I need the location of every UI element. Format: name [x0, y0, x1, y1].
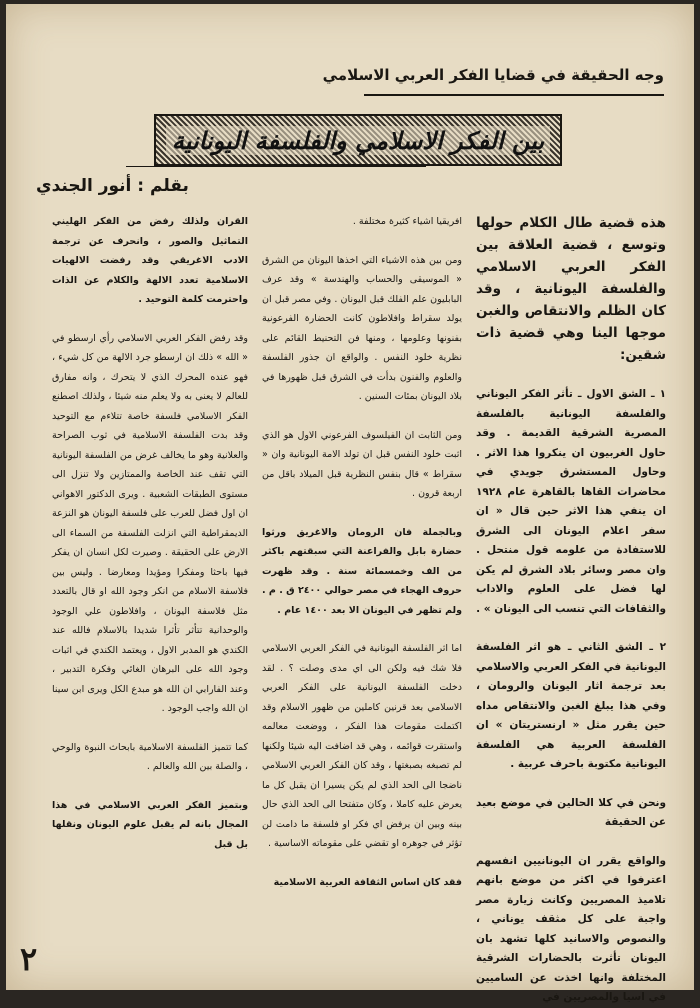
article-paragraph: ومن بين هذه الاشياء التي اخذها اليونان من الشرق « الموسيقى والحساب والهندسة » وقد عرف البابليون علم الفلك قبل اليونان . وفي مصر قبل ان يولد سقراط وافلاطون كانت الحضارة الفرعونية بفنونها وعلومها ، ومنها فن التحنيط القائم على نظرية خلود النفس . والواقع ان جذور الفلسفة والعلوم والفنون بدأت في الشرق قبل ظهورها في بلاد اليونان بمئات السنين .	[262, 254, 462, 402]
page-number: ٢	[20, 940, 38, 978]
article-paragraph: ومن الثابت ان الفيلسوف الفرعوني الاول هو الذي اثبت خلود النفس قبل ان تولد الامة اليونانية وان « سقراط » قال بنفس النظرية قبل الميلاد باقل من اربعة قرون .	[262, 429, 462, 499]
article-paragraph: كما تتميز الفلسفة الاسلامية بابحاث النبوة والوحي ، والصلة بين الله والعالم .	[52, 741, 248, 772]
article-banner	[154, 114, 562, 166]
article-paragraph: اما اثر الفلسفة اليونانية في الفكر العربي الاسلامي فلا شك فيه ولكن الى اي مدى وصلت ؟ . لقد دخلت الفلسفة اليونانية على الفكر العربي الاسلامي بعد قرنين كاملين من ظهور الاسلام وقد اكتملت مقومات هذا الفكر ، ووضعت معالمه واستقرت قوائمه ، وهي قد اضافت اليه شيئا ولكنها لم تصبغه بصبغتها ، وقد كان الفكر العربي الاسلامي ناضجا الى الحد الذي لم يكن يسيرا ان يقبل كل ما يعرض عليه كاملا ، وكان متفتحا الى الحد الذي حال بينه وبين ان يرفض اي فكر او فلسفة ما دامت لن تؤثر في جوهره او تقضي على مقوماته الاساسية .	[262, 643, 462, 849]
article-paragraph: وبالجملة فان الرومان والاغريق ورثوا حضارة بابل والفراعنة التي سبقتهم باكثر من الف وخمسمائة سنة . وقد ظهرت حروف الهجاء في مصر حوالي ٢٤٠٠ ق . م . ولم تظهر في اليونان الا بعد ١٤٠٠ عام .	[262, 526, 462, 616]
column-left	[52, 212, 248, 912]
section-title: وجه الحقيقة في قضايا الفكر العربي الاسلامي	[322, 66, 664, 84]
article-paragraph: ٢ ـ الشق الثاني ـ هو اثر الفلسفة اليونانية في الفكر العربي والاسلامي بعد ترجمة اثار اليونان والرومان ، وفي هذا يبلغ الغبن والانتقاص مداه حين يقرر مثل « ارنستريتان » ان الفلسفة العربية هي الفلسفة اليونانية مكتوبة باحرف عربية .	[476, 641, 666, 770]
magazine-page	[6, 4, 694, 1003]
article-paragraph: ١ ـ الشق الاول ـ تأثر الفكر اليوناني والفلسفة اليونانية بالفلسفة المصرية الشرقية القديمة . وقد حاول الغربيون ان ينكروا هذا الاثر . وحاول المستشرق جويدي في محاضرات القاها بالقاهرة عام ١٩٢٨ ان ينفي هذا الاثر حين قال « ان سفر اعلام اليونان الى الشرق للاستفادة من علومه قول منتحل . وان مصر وسائر بلاد الشرق لم يكن لها فضل على العلوم والاداب والثقافات التي تنسب الى اليونان » .	[476, 388, 666, 615]
article-paragraph: والواقع يقرر ان اليونانيين انفسهم اعترفوا في اكثر من موضع بانهم تلاميذ المصريين وكانت زيارة مصر واجبة على كل مثقف يوناني ، والنصوص والاسانيد كلها تشهد بان اليونان تأثرت بالحضارات الشرقية المختلفة وانها اخذت عن الساميين في اسيا والمصريين في	[476, 854, 666, 1003]
title-underline	[364, 94, 664, 96]
byline: بقلم : أنور الجندي	[36, 176, 189, 196]
article-paragraph: هذه قضية طال الكلام حولها وتوسع ، قضية العلاقة بين الفكر العربي الاسلامي والفلسفة اليونانية ، وقد كان الظلم والانتقاص والغبن موجها الينا وهي قضية ذات شقين:	[476, 215, 666, 363]
article-paragraph: فقد كان اساس الثقافة العربية الاسلامية	[273, 876, 462, 888]
article-paragraph: وبتميز الفكر العربي الاسلامي في هذا المجال بانه لم يقبل علوم اليونان ونقلها بل قبل	[52, 799, 248, 850]
column-right	[476, 212, 666, 1003]
byline-rule	[126, 166, 426, 167]
article-paragraph: ونحن في كلا الحالين في موضع بعيد عن الحقيقة	[476, 796, 666, 828]
article-paragraph: القران ولذلك رفض من الفكر الهليني التماثيل والصور ، وانحرف عن ترجمة الادب الاغريقي وقد رفضت الالهيات الاسلامية تعدد الالهة والكلام عن الذات واحترمت كلمة التوحيد .	[52, 216, 248, 305]
banner-title: بين الفكر الاسلامي والفلسفة اليونانية	[166, 126, 550, 155]
article-paragraph: افريقيا اشياء كثيرة مختلفة .	[352, 216, 462, 227]
article-paragraph: وقد رفض الفكر العربي الاسلامي رأي ارسطو في « الله » ذلك ان ارسطو جرد الالهة من كل شيء ، فهو عنده المحرك الذي لا يتحرك ، وانه مفارق للعالم لا يعنى به ولا يعلم منه شيئا ، ولذلك اصطنع الفكر الاسلامي فلسفة خاصة تتلاءم مع التوحيد وقد بدت الفلسفة الاسلامية في ثوب الصراحة والعلانية وهو ما يخالف غرض من الفلسفة اليونانية التي تقف عند الخاصة والممتازين ولا تنزل الى مستوى الطبقات الشعبية . ويرى الدكتور الاهواني ان اول فضل للعرب على فلسفة اليونان هو النزعة الديمقراطية التي انزلت الفلسفة من السماء الى الارض على الحقيقة . وصيرت لكل انسان ان يفكر فيها باحثا ومفكرا ومؤيدا ومعارضا . وليس بين فلاسفة الاسلام من انكر وجود الله او قال بالتعدد مثل فلاسفة اليونان ، وافلاطون علي الوجود والوحدانية تتأثر تأثرا شديدا بالاسلام فالله عند الكندي هو المدبر الاول ، ويعتمد الكندي في اثبات وجود الله على البرهان الغائي وفكرة التدبير ، وعند الفارابي ان الله هو مبدع الكل ويرى ابن سينا ان الله واجب الوجود .	[52, 332, 248, 714]
column-middle	[262, 212, 462, 912]
